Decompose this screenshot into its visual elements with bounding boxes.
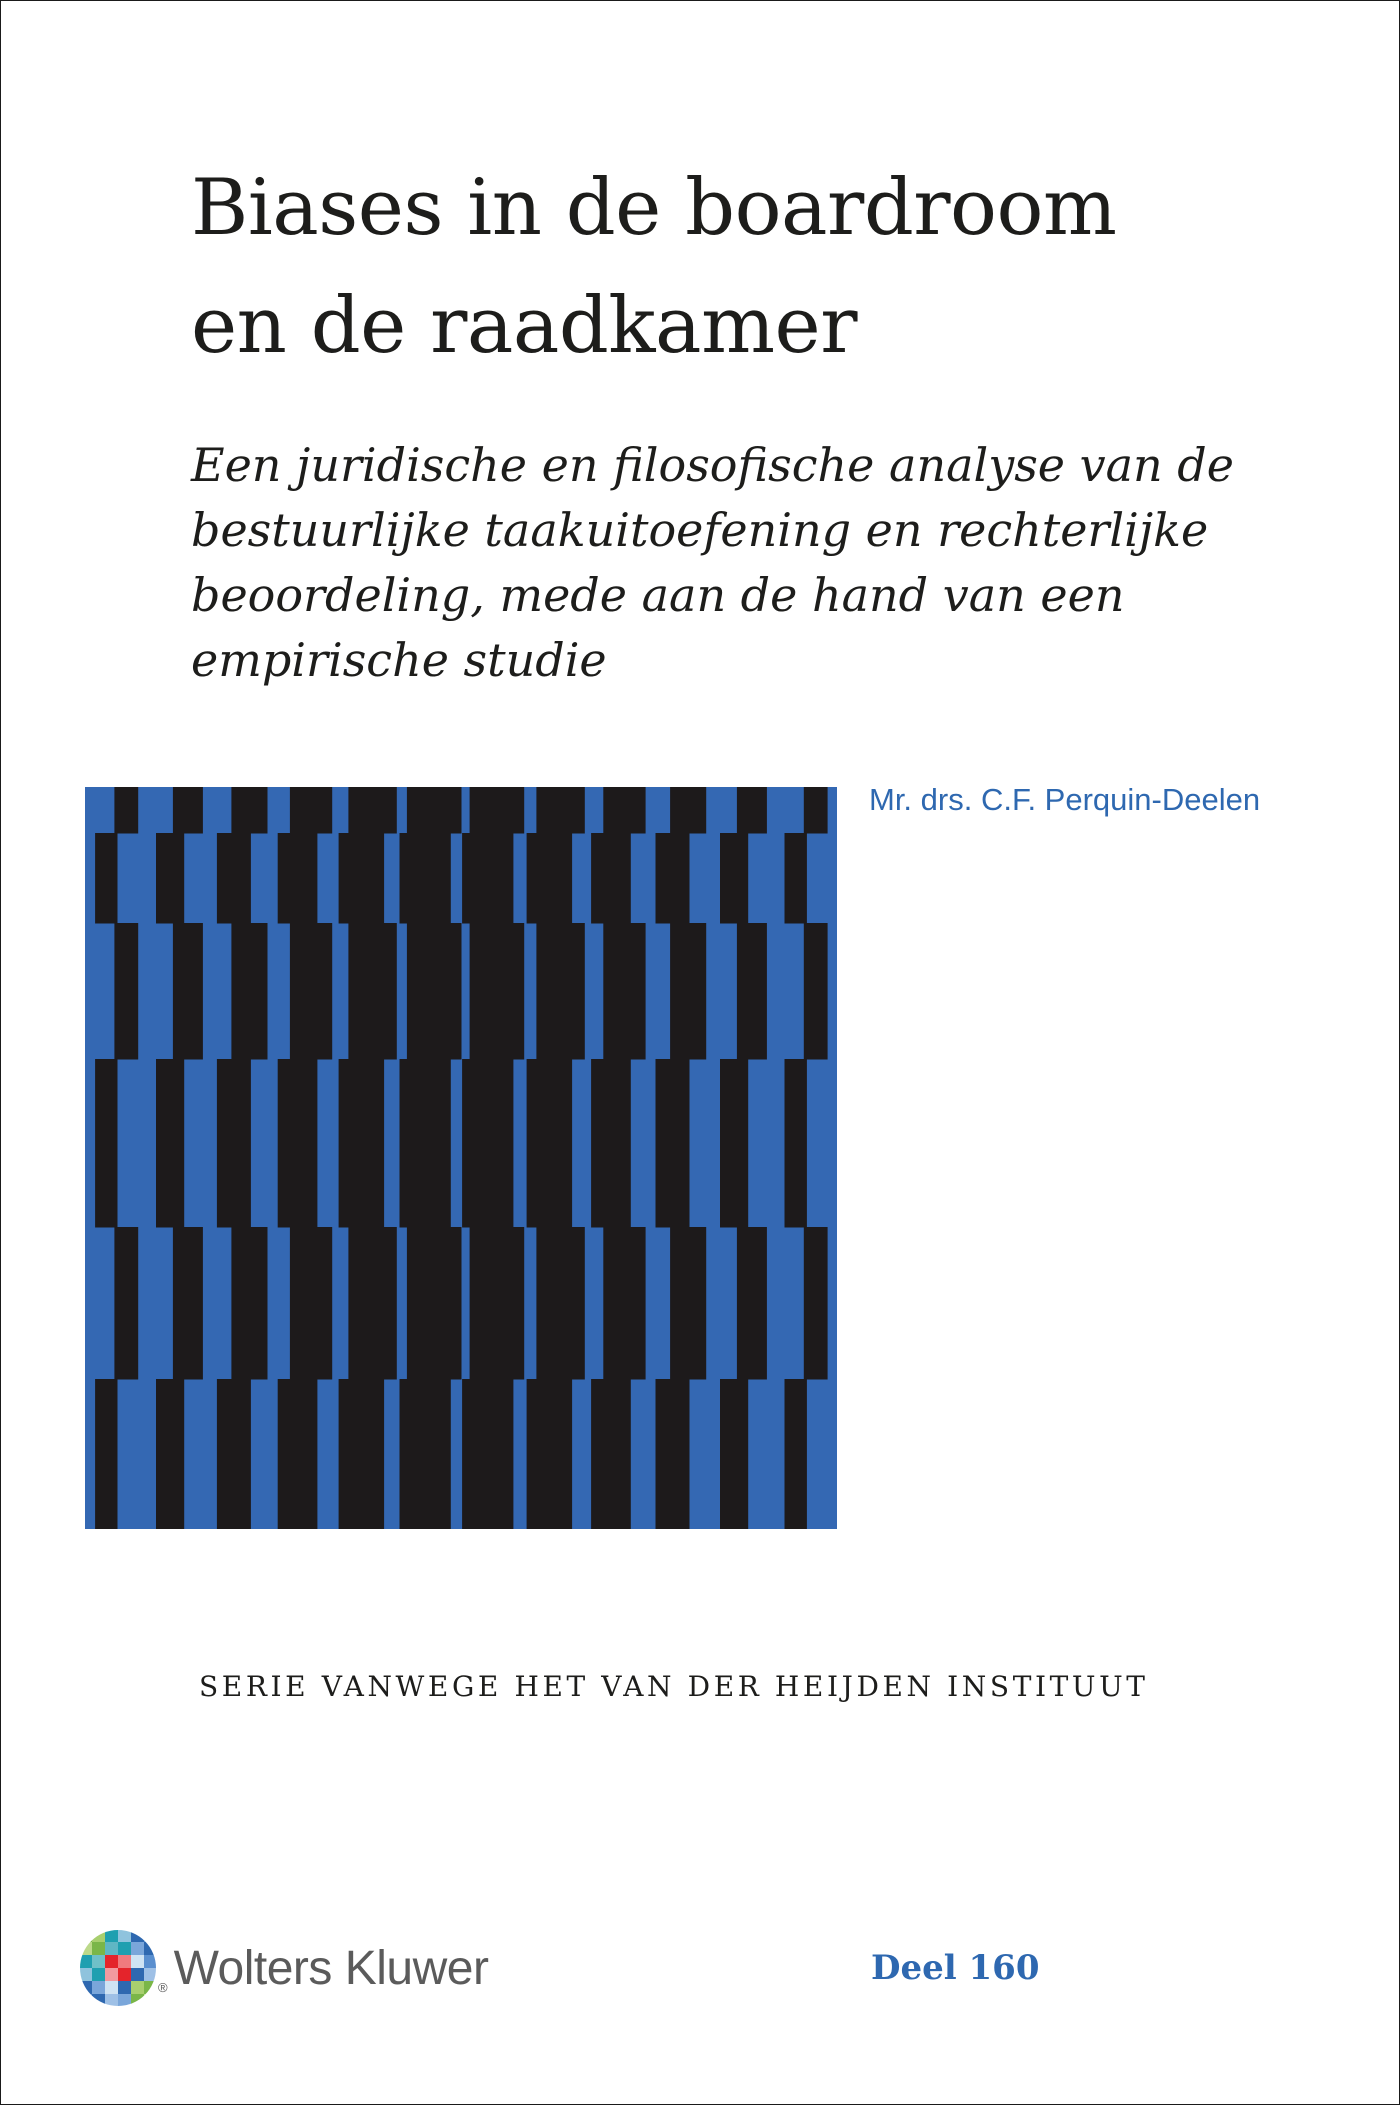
artwork-stripe-segment — [278, 1379, 318, 1529]
logo-mosaic-tile — [144, 1942, 157, 1955]
artwork-stripe-segment — [348, 923, 396, 1060]
logo-mosaic-tile — [131, 1968, 144, 1981]
artwork-stripe-segment — [591, 833, 631, 924]
artwork-stripe-segment — [156, 833, 184, 924]
artwork-stripe-segment — [462, 1379, 513, 1529]
logo-mosaic-tile — [92, 1955, 105, 1968]
book-subtitle-line-2: bestuurlijke taakuitoefening en rechterlijke — [191, 503, 1209, 557]
logo-mosaic-tile — [105, 1968, 118, 1981]
logo-mosaic-tile — [79, 1968, 92, 1981]
cover-artwork-stripes — [85, 787, 837, 1529]
artwork-stripe-segment — [720, 1379, 748, 1529]
artwork-stripe-segment — [348, 787, 396, 834]
artwork-stripe-segment — [536, 787, 584, 834]
artwork-stripe-segment — [173, 787, 203, 834]
book-subtitle-line-3: beoordeling, mede aan de hand van een — [191, 568, 1125, 622]
artwork-stripe-segment — [231, 787, 267, 834]
artwork-stripe-segment — [603, 923, 645, 1060]
logo-mosaic-tile — [92, 1942, 105, 1955]
artwork-stripe-segment — [217, 1059, 251, 1228]
artwork-stripe-segment — [603, 1227, 645, 1380]
logo-mosaic-tile — [118, 1942, 131, 1955]
logo-mosaic-tile — [131, 1929, 144, 1942]
artwork-stripe-segment — [348, 1227, 396, 1380]
artwork-stripe-segment — [470, 787, 525, 834]
book-title-line-1: Biases in de boardroom — [191, 163, 1117, 253]
artwork-stripe-segment — [591, 1379, 631, 1529]
artwork-stripe-segment — [156, 1059, 184, 1228]
logo-mosaic-tile — [131, 1994, 144, 2007]
artwork-stripe-segment — [720, 833, 748, 924]
artwork-stripe-segment — [407, 787, 462, 834]
book-subtitle-line-4: empirische studie — [191, 633, 607, 687]
artwork-stripe-segment — [156, 1379, 184, 1529]
artwork-stripe-segment — [114, 787, 138, 834]
publisher-name: Wolters Kluwer — [173, 1941, 489, 1995]
artwork-stripe-segment — [656, 1379, 690, 1529]
artwork-stripe-segment — [231, 1227, 267, 1380]
logo-mosaic-tile — [144, 1955, 157, 1968]
logo-mosaic-tile — [79, 1942, 92, 1955]
artwork-stripe-segment — [470, 1227, 525, 1380]
artwork-stripe-segment — [407, 923, 462, 1060]
artwork-stripe-segment — [400, 1059, 451, 1228]
logo-mosaic-tile — [144, 1981, 157, 1994]
logo-mosaic-tile — [118, 1981, 131, 1994]
artwork-stripe-segment — [114, 1227, 138, 1380]
artwork-stripe-segment — [173, 1227, 203, 1380]
registered-mark: ® — [158, 1980, 168, 1995]
logo-mosaic-tile — [118, 1968, 131, 1981]
artwork-stripe-segment — [217, 1379, 251, 1529]
artwork-stripe-segment — [95, 1059, 117, 1228]
artwork-stripe-segment — [591, 1059, 631, 1228]
logo-mosaic-tile — [118, 1929, 131, 1942]
artwork-stripe-segment — [173, 923, 203, 1060]
logo-mosaic-tile — [92, 1968, 105, 1981]
logo-mosaic-tile — [144, 1929, 157, 1942]
artwork-stripe-segment — [339, 833, 385, 924]
logo-mosaic-tile — [144, 1968, 157, 1981]
artwork-stripe-segment — [737, 923, 767, 1060]
artwork-stripe-segment — [339, 1059, 385, 1228]
logo-mosaic-tile — [131, 1942, 144, 1955]
book-subtitle-line-1: Een juridische en filosofische analyse van de — [191, 438, 1234, 492]
artwork-stripe-segment — [536, 1227, 584, 1380]
logo-mosaic-tile — [79, 1981, 92, 1994]
logo-mosaic-tile — [79, 1929, 92, 1942]
artwork-stripe-segment — [656, 1059, 690, 1228]
wolters-kluwer-logo-icon — [79, 1929, 157, 2007]
artwork-stripe-segment — [470, 923, 525, 1060]
artwork-stripe-segment — [737, 787, 767, 834]
book-author: Mr. drs. C.F. Perquin-Deelen — [869, 782, 1261, 817]
artwork-stripe-segment — [656, 833, 690, 924]
logo-mosaic-tile — [79, 1955, 92, 1968]
artwork-stripe-segment — [527, 1379, 573, 1529]
logo-mosaic-tile — [105, 1942, 118, 1955]
artwork-stripe-segment — [95, 833, 117, 924]
artwork-stripe-segment — [527, 1059, 573, 1228]
artwork-stripe-segment — [407, 1227, 462, 1380]
volume-number: Deel 160 — [871, 1948, 1040, 1988]
artwork-stripe-segment — [278, 833, 318, 924]
artwork-stripe-segment — [290, 1227, 332, 1380]
artwork-stripe-segment — [603, 787, 645, 834]
artwork-stripe-segment — [290, 923, 332, 1060]
logo-mosaic-tile — [92, 1929, 105, 1942]
logo-mosaic-tile — [92, 1994, 105, 2007]
artwork-stripe-segment — [290, 787, 332, 834]
logo-mosaic-tile — [144, 1994, 157, 2007]
logo-mosaic-tile — [79, 1994, 92, 2007]
artwork-stripe-segment — [737, 1227, 767, 1380]
book-title-line-2: en de raadkamer — [191, 281, 857, 371]
artwork-stripe-segment — [462, 1059, 513, 1228]
series-name: SERIE VANWEGE HET VAN DER HEIJDEN INSTITUUT — [199, 1670, 1149, 1703]
artwork-stripe-segment — [95, 1379, 117, 1529]
artwork-stripe-segment — [114, 923, 138, 1060]
logo-mosaic-tile — [131, 1955, 144, 1968]
artwork-stripe-segment — [785, 1379, 807, 1529]
logo-mosaic-tile — [131, 1981, 144, 1994]
artwork-stripe-segment — [278, 1059, 318, 1228]
artwork-stripe-segment — [670, 787, 706, 834]
book-title — [191, 149, 1341, 385]
artwork-stripe-segment — [670, 1227, 706, 1380]
logo-mosaic-tile — [92, 1981, 105, 1994]
artwork-stripe-segment — [527, 833, 573, 924]
logo-mosaic-tile — [118, 1955, 131, 1968]
artwork-stripe-segment — [804, 787, 828, 834]
artwork-stripe-segment — [785, 1059, 807, 1228]
logo-mosaic — [79, 1929, 157, 2007]
artwork-stripe-segment — [339, 1379, 385, 1529]
logo-mosaic-tile — [105, 1929, 118, 1942]
artwork-stripe-segment — [217, 833, 251, 924]
artwork-stripe-segment — [804, 923, 828, 1060]
book-subtitle — [191, 433, 1341, 693]
artwork-stripe-segment — [670, 923, 706, 1060]
artwork-stripe-segment — [231, 923, 267, 1060]
logo-mosaic-tile — [105, 1981, 118, 1994]
publisher-logo — [79, 1927, 488, 2009]
logo-mosaic-tile — [118, 1994, 131, 2007]
artwork-stripe-segment — [720, 1059, 748, 1228]
artwork-stripe-segment — [400, 833, 451, 924]
logo-mosaic-tile — [105, 1994, 118, 2007]
artwork-stripe-segment — [536, 923, 584, 1060]
artwork-stripe-segment — [462, 833, 513, 924]
logo-mosaic-tile — [105, 1955, 118, 1968]
artwork-stripe-segment — [804, 1227, 828, 1380]
artwork-stripe-segment — [785, 833, 807, 924]
artwork-stripe-segment — [400, 1379, 451, 1529]
